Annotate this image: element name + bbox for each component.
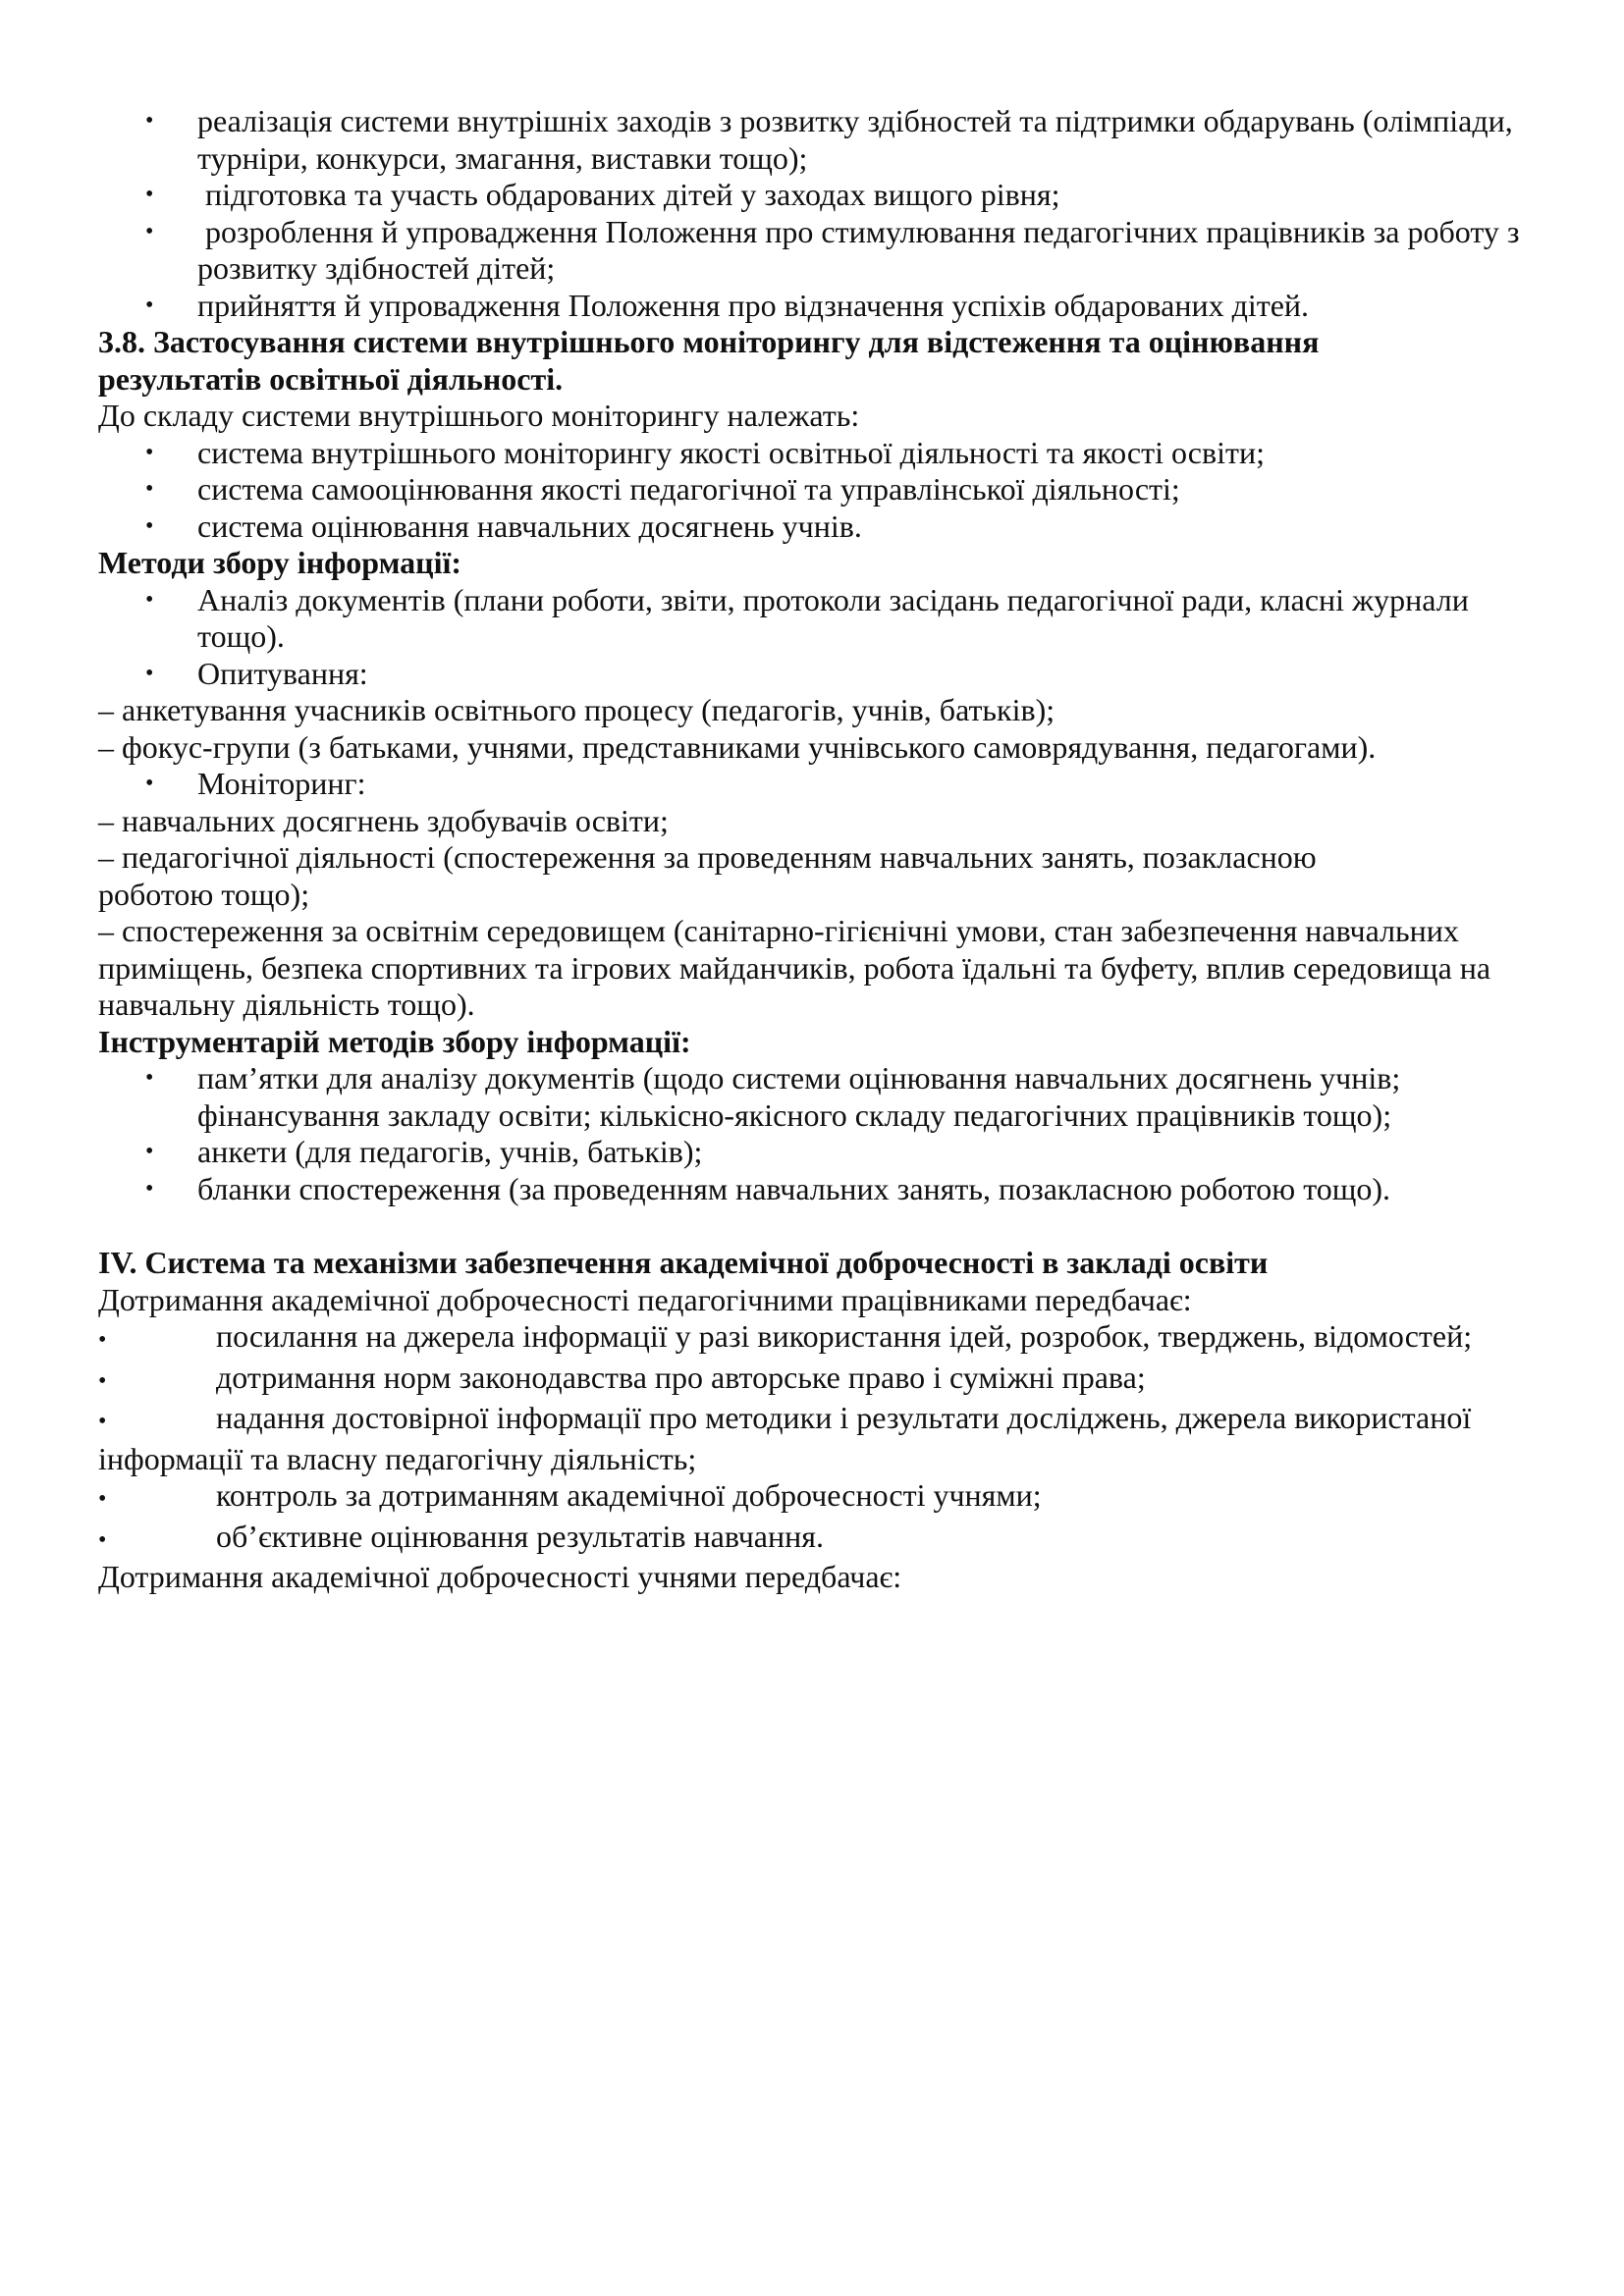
list-item: • надання достовірної інформації про методики і результати досліджень, джерела використаної інформації та власну педагогічну діяльність; (98, 1400, 1472, 1476)
list-item: • система внутрішнього моніторингу якості освітньої діяльності та якості освіти; (145, 434, 1265, 470)
list-item: • контроль за дотриманням академічної доброчесності учнями; (98, 1477, 1551, 1519)
document-page (98, 103, 1551, 1596)
list-item: • Моніторинг: (145, 766, 366, 801)
list-item: • Опитування: (145, 655, 368, 691)
list-item: • реалізація системи внутрішніх заходів з розвитку здібностей та підтримки обдарувань (олімпіади, турніри, конкурси, змагання, виставки тощо); (145, 103, 1513, 176)
list-item: • система самооцінювання якості педагогічної та управлінської діяльності; (145, 471, 1180, 507)
spacer (98, 1207, 1551, 1245)
paragraph: – фокус-групи (з батьками, учнями, представниками учнівського самоврядування, педагогами). (98, 728, 1377, 765)
paragraph: – педагогічної діяльності (спостереження за проведенням навчальних занять, позакласною роботою тощо); (98, 839, 1317, 912)
bullet-icon: • (145, 108, 154, 133)
bullet-icon: • (145, 512, 154, 539)
teachers-integrity-list (98, 1318, 1551, 1559)
bullet-icon: • (145, 182, 154, 207)
list-item: • бланки спостереження (за проведенням навчальних занять, позакласною роботою тощо). (145, 1170, 1391, 1206)
gifted-support-list (98, 103, 1551, 324)
list-item: • посилання на джерела інформації у разі використання ідей, розробок, тверджень, відомостей; (98, 1318, 1551, 1360)
monitoring-system-list (98, 435, 1551, 546)
list-item: • розроблення й упровадження Положення про стимулювання педагогічних працівників за роботу з розвитку здібностей дітей; (145, 213, 1528, 286)
bullet-icon: • (98, 1526, 107, 1553)
tools-heading: Інструментарій методів збору інформації: (98, 1023, 691, 1059)
list-item: • підготовка та участь обдарованих дітей у заходах вищого рівня; (145, 177, 1060, 212)
bullet-icon: • (145, 476, 154, 502)
bullet-icon: • (145, 1175, 154, 1201)
bullet-icon: • (98, 1327, 107, 1353)
paragraph: Дотримання академічної доброчесності учнями передбачає: (98, 1559, 902, 1594)
bullet-icon: • (145, 218, 154, 244)
list-item: • об’єктивне оцінювання результатів навчання. (98, 1519, 1551, 1560)
paragraph: Дотримання академічної доброчесності педагогічними працівниками передбачає: (98, 1281, 1192, 1317)
paragraph: – анкетування учасників освітнього процесу (педагогів, учнів, батьків); (98, 692, 1056, 727)
tools-list (98, 1060, 1551, 1207)
list-item: • Аналіз документів (плани роботи, звіти, протоколи засідань педагогічної ради, класні журнали тощо). (145, 581, 1469, 654)
bullet-icon: • (145, 1065, 154, 1091)
bullet-icon: • (145, 660, 154, 686)
methods-heading: Методи збору інформації: (98, 545, 462, 580)
bullet-icon: • (145, 1139, 154, 1164)
bullet-icon: • (145, 292, 154, 318)
bullet-icon: • (98, 1486, 107, 1512)
bullet-icon: • (145, 771, 154, 796)
bullet-icon: • (98, 1367, 107, 1394)
list-item: • дотримання норм законодавства про авторське право і суміжні права; (98, 1360, 1551, 1401)
list-item: • прийняття й упровадження Положення про відзначення успіхів обдарованих дітей. (145, 287, 1310, 323)
section-heading-iv: IV. Система та механізми забезпечення академічної доброчесності в закладі освіти (98, 1245, 1269, 1280)
bullet-icon: • (98, 1409, 107, 1434)
paragraph: – спостереження за освітнім середовищем (санітарно-гігієнічні умови, стан забезпечення навчальних приміщень, безпека спортивних та ігрових майданчиків, робота їдальні та буфету, вплив середовища на навчальну діяльність тощо). (98, 913, 1491, 1022)
section-heading-3-8: 3.8. Застосування системи внутрішнього моніторингу для відстеження та оцінювання результатів освітньої діяльності. (98, 324, 1320, 397)
bullet-icon: • (145, 439, 154, 465)
paragraph: – навчальних досягнень здобувачів освіти; (98, 802, 669, 838)
list-item: • система оцінювання навчальних досягнень учнів. (145, 507, 862, 544)
bullet-icon: • (145, 586, 154, 613)
paragraph: До складу системи внутрішнього моніторингу належать: (98, 398, 860, 433)
list-item: • пам’ятки для аналізу документів (щодо системи оцінювання навчальних досягнень учнів; фінансування закладу освіти; кількісно-якісного складу педагогічних працівників тощо); (145, 1060, 1401, 1133)
list-item: • анкети (для педагогів, учнів, батьків); (145, 1134, 703, 1169)
